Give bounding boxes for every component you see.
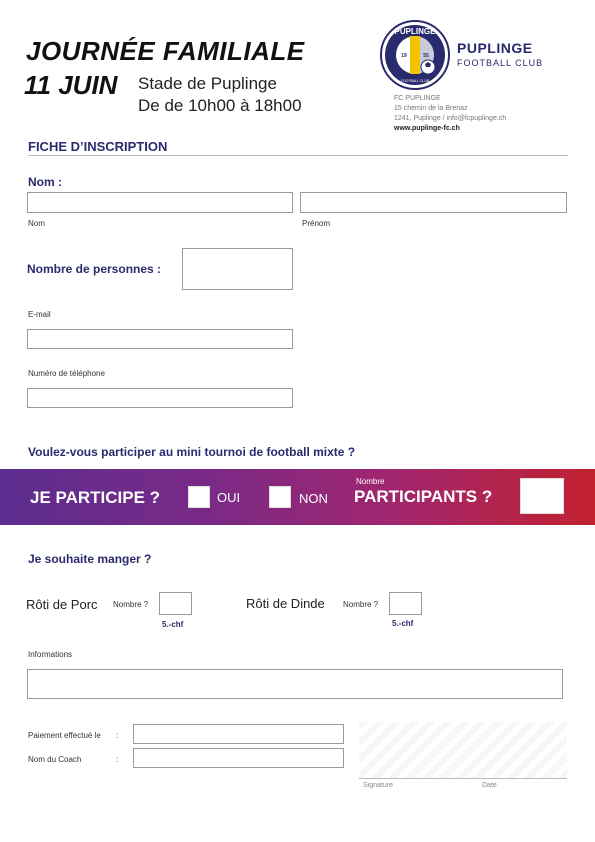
logo-year-left: 19	[401, 53, 407, 59]
meal-turkey-name: Rôti de Dinde	[246, 596, 325, 611]
phone-label: Numéro de téléphone	[28, 369, 105, 378]
date-label: Date	[482, 782, 497, 789]
last-name-field[interactable]	[27, 192, 293, 213]
logo-year-right: 55	[423, 53, 429, 59]
club-address-line3: 1241, Puplinge / info@fcpuplinge.ch	[394, 115, 507, 122]
logo-text: PUPLINGE	[394, 27, 436, 36]
logo-bottom-text: FOOTBALL CLUB	[400, 79, 430, 83]
email-field[interactable]	[27, 329, 293, 349]
coach-name-field[interactable]	[133, 748, 344, 768]
yes-checkbox[interactable]	[188, 486, 210, 508]
first-name-field[interactable]	[300, 192, 567, 213]
club-address-line2: 15 chemin de la Brenaz	[394, 105, 468, 112]
email-label: E-mail	[28, 310, 51, 319]
event-venue: Stade de Puplinge	[138, 74, 277, 93]
meal-pork-count-label: Nombre ?	[113, 600, 149, 609]
club-subtitle: FOOTBALL CLUB	[457, 58, 544, 68]
signature-line	[359, 778, 567, 779]
meal-pork-count-field[interactable]	[159, 592, 192, 615]
payment-label: Paiement effectué le	[28, 731, 101, 740]
people-count-label: Nombre de personnes :	[27, 262, 162, 276]
participants-label: PARTICIPANTS ?	[354, 487, 493, 506]
event-date: 11 JUIN	[24, 70, 118, 100]
coach-colon: :	[116, 755, 119, 764]
info-field[interactable]	[27, 669, 563, 699]
phone-field[interactable]	[27, 388, 293, 408]
participate-label: JE PARTICIPE ?	[30, 488, 161, 507]
club-logo	[380, 20, 450, 90]
club-name: PUPLINGE	[457, 40, 533, 56]
club-address-line1: FC PUPLINGE	[394, 95, 441, 102]
participants-count-field[interactable]	[520, 478, 564, 514]
no-label: NON	[299, 491, 328, 506]
no-checkbox[interactable]	[269, 486, 291, 508]
eat-question: Je souhaite manger ?	[28, 552, 152, 566]
last-name-caption: Nom	[28, 219, 45, 228]
name-label: Nom :	[28, 175, 62, 189]
first-name-caption: Prénom	[302, 219, 331, 228]
signature-area[interactable]	[359, 722, 567, 778]
people-count-field[interactable]	[182, 248, 293, 290]
payment-date-field[interactable]	[133, 724, 344, 744]
yes-label: OUI	[217, 490, 241, 505]
form-section-title: FICHE D’INSCRIPTION	[28, 139, 168, 154]
participants-count-caption: Nombre	[356, 477, 385, 486]
meal-turkey-price: 5.-chf	[392, 619, 414, 628]
payment-colon: :	[116, 731, 119, 740]
club-website[interactable]: www.puplinge-fc.ch	[394, 125, 460, 132]
meal-turkey-count-field[interactable]	[389, 592, 422, 615]
meal-pork-price: 5.-chf	[162, 620, 184, 629]
info-label: Informations	[28, 650, 73, 659]
event-title: JOURNÉE FAMILIALE	[26, 36, 305, 66]
coach-label: Nom du Coach	[28, 755, 82, 764]
event-hours: De de 10h00 à 18h00	[138, 96, 302, 115]
section-divider	[28, 155, 568, 156]
tournament-question: Voulez-vous participer au mini tournoi de football mixte ?	[28, 445, 356, 459]
meal-pork-name: Rôti de Porc	[26, 597, 98, 612]
meal-turkey-count-label: Nombre ?	[343, 600, 379, 609]
signature-label: Signature	[363, 782, 393, 789]
